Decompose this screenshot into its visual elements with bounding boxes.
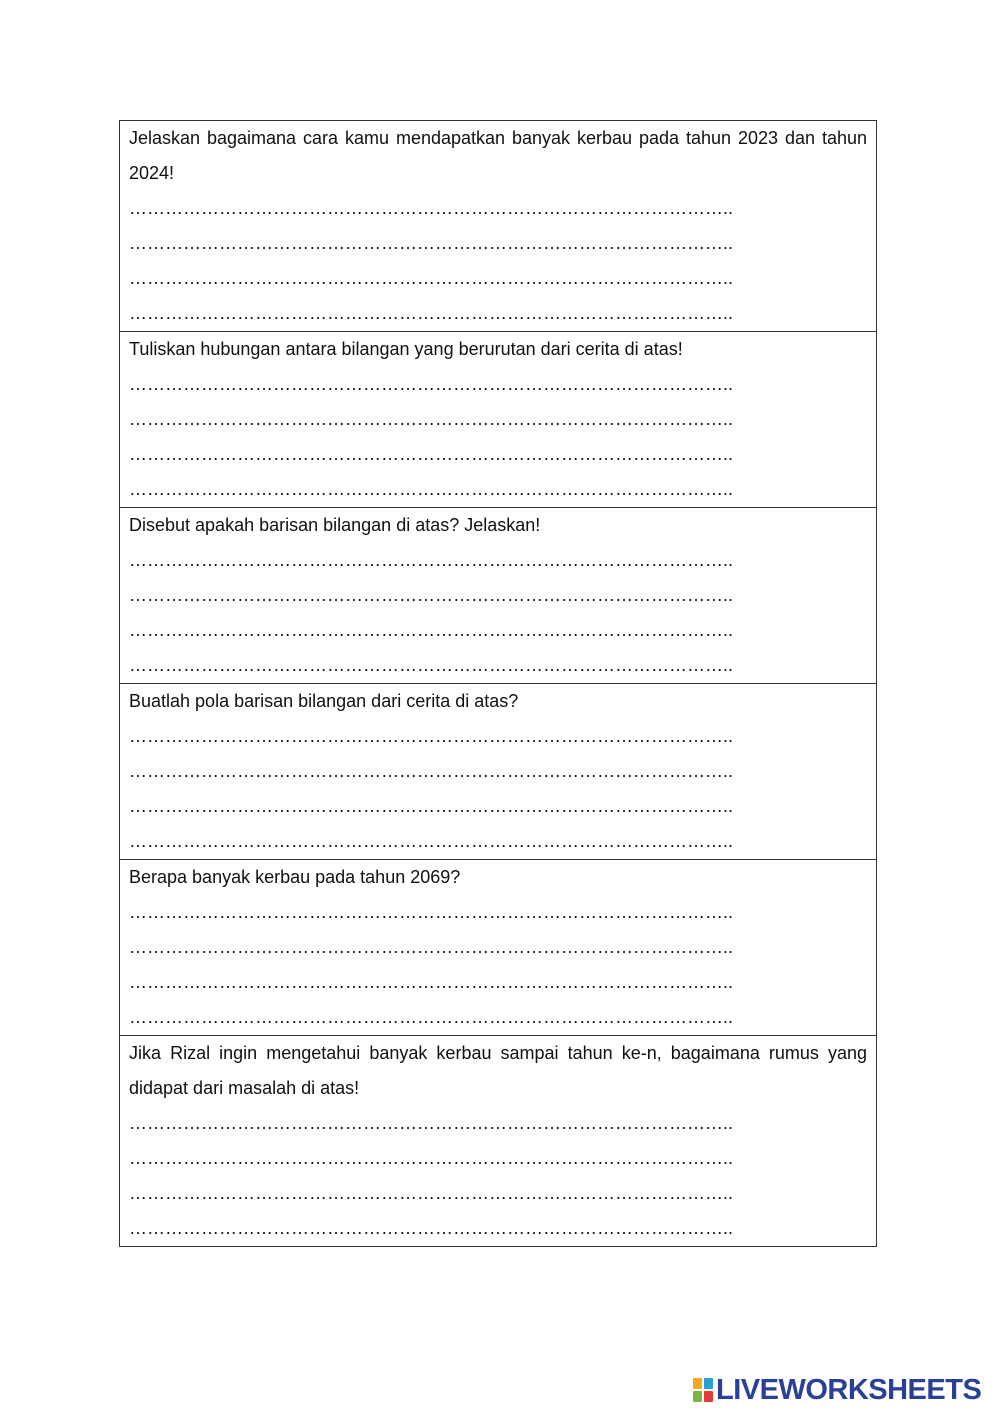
answer-line[interactable]: ……………………………………………………………………………………….. bbox=[129, 374, 734, 394]
question-cell-2 bbox=[120, 332, 876, 508]
answer-line[interactable]: ……………………………………………………………………………………….. bbox=[129, 655, 734, 675]
question-cell-1 bbox=[120, 121, 876, 332]
answer-line[interactable]: ……………………………………………………………………………………….. bbox=[129, 620, 734, 640]
answer-line[interactable]: ……………………………………………………………………………………….. bbox=[129, 268, 734, 288]
answer-line[interactable]: ……………………………………………………………………………………….. bbox=[129, 585, 734, 605]
answer-line[interactable]: ……………………………………………………………………………………….. bbox=[129, 1183, 734, 1203]
question-cell-6 bbox=[120, 1036, 876, 1246]
answer-line[interactable]: ……………………………………………………………………………………….. bbox=[129, 902, 734, 922]
answer-line[interactable]: ……………………………………………………………………………………….. bbox=[129, 550, 734, 570]
answer-line[interactable]: ……………………………………………………………………………………….. bbox=[129, 409, 734, 429]
logo-square-3 bbox=[693, 1391, 702, 1402]
answer-line[interactable]: ……………………………………………………………………………………….. bbox=[129, 831, 734, 851]
answer-line[interactable]: ……………………………………………………………………………………….. bbox=[129, 761, 734, 781]
question-text: Jika Rizal ingin mengetahui banyak kerbau sampai tahun ke-n, bagaimana rumus yang didapat dari masalah di atas! bbox=[129, 1043, 867, 1098]
answer-line[interactable]: ……………………………………………………………………………………….. bbox=[129, 1113, 734, 1133]
answer-line[interactable]: ……………………………………………………………………………………….. bbox=[129, 796, 734, 816]
answer-line[interactable]: ……………………………………………………………………………………….. bbox=[129, 1007, 734, 1027]
question-cell-3 bbox=[120, 508, 876, 684]
answer-line[interactable]: ……………………………………………………………………………………….. bbox=[129, 937, 734, 957]
answer-line[interactable]: ……………………………………………………………………………………….. bbox=[129, 479, 734, 499]
worksheet-table bbox=[119, 120, 877, 1247]
logo-text: LIVEWORKSHEETS bbox=[716, 1373, 982, 1406]
answer-line[interactable]: ……………………………………………………………………………………….. bbox=[129, 1218, 734, 1238]
logo-square-4 bbox=[704, 1391, 713, 1402]
question-cell-5 bbox=[120, 860, 876, 1036]
question-text: Berapa banyak kerbau pada tahun 2069? bbox=[129, 867, 461, 887]
question-text: Buatlah pola barisan bilangan dari cerita di atas? bbox=[129, 691, 519, 711]
answer-line[interactable]: ……………………………………………………………………………………….. bbox=[129, 303, 734, 323]
answer-line[interactable]: ……………………………………………………………………………………….. bbox=[129, 1148, 734, 1168]
question-text: Tuliskan hubungan antara bilangan yang berurutan dari cerita di atas! bbox=[129, 339, 683, 359]
question-cell-4 bbox=[120, 684, 876, 860]
answer-line[interactable]: ……………………………………………………………………………………….. bbox=[129, 726, 734, 746]
answer-line[interactable]: ……………………………………………………………………………………….. bbox=[129, 972, 734, 992]
answer-line[interactable]: ……………………………………………………………………………………….. bbox=[129, 233, 734, 253]
question-text: Disebut apakah barisan bilangan di atas? Jelaskan! bbox=[129, 515, 541, 535]
question-text: Jelaskan bagaimana cara kamu mendapatkan banyak kerbau pada tahun 2023 dan tahun 2024! bbox=[129, 128, 867, 183]
logo-square-1 bbox=[693, 1378, 702, 1389]
logo-mark-icon bbox=[693, 1378, 713, 1402]
answer-line[interactable]: ……………………………………………………………………………………….. bbox=[129, 444, 734, 464]
answer-line[interactable]: ……………………………………………………………………………………….. bbox=[129, 198, 734, 218]
liveworksheets-logo bbox=[693, 1374, 981, 1406]
logo-square-2 bbox=[704, 1378, 713, 1389]
